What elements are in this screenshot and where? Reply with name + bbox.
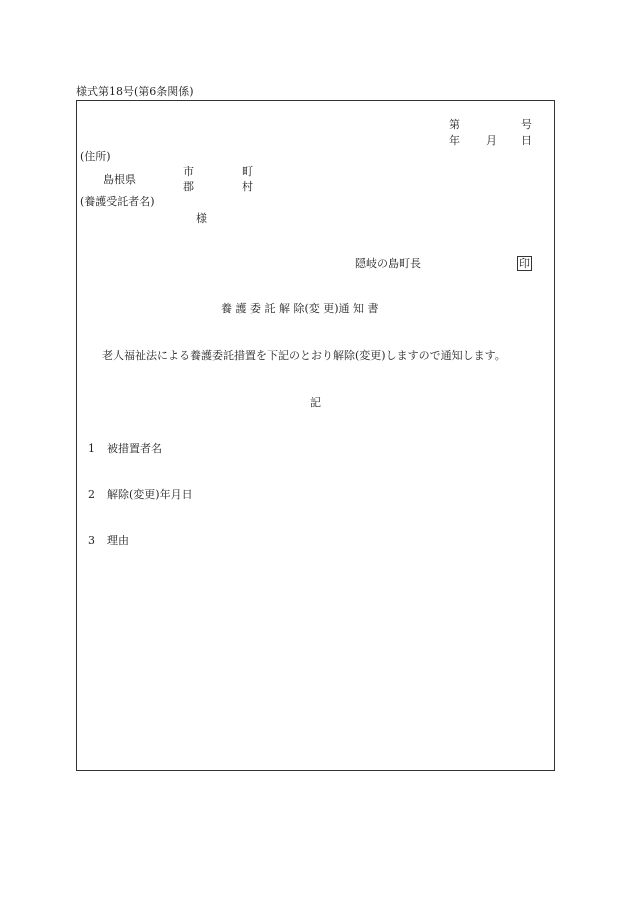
address-mura: 村 bbox=[242, 180, 253, 193]
item-2-label: 解除(変更)年月日 bbox=[107, 488, 193, 501]
ki-heading: 記 bbox=[310, 396, 321, 409]
item-3-number: 3 bbox=[88, 534, 95, 547]
recipient-honorific: 様 bbox=[196, 212, 207, 225]
address-label: (住所) bbox=[80, 150, 111, 163]
date-year: 年 bbox=[449, 134, 460, 147]
form-number: 様式第18号(第6条関係) bbox=[76, 85, 194, 98]
date-month: 月 bbox=[486, 134, 497, 147]
item-1-label: 被措置者名 bbox=[107, 442, 162, 455]
address-shi: 市 bbox=[183, 165, 194, 178]
date-day: 日 bbox=[521, 134, 532, 147]
address-machi: 町 bbox=[242, 165, 253, 178]
seal-mark bbox=[517, 256, 532, 271]
sender-name: 隠岐の島町長 bbox=[355, 257, 421, 270]
number-suffix: 号 bbox=[521, 118, 532, 131]
recipient-label: (養護受託者名) bbox=[80, 195, 155, 208]
seal-text: 印 bbox=[519, 257, 530, 270]
item-2-number: 2 bbox=[88, 488, 95, 501]
number-prefix: 第 bbox=[449, 118, 460, 131]
body-text: 老人福祉法による養護委託措置を下記のとおり解除(変更)しますので通知します。 bbox=[102, 349, 506, 362]
address-gun: 郡 bbox=[183, 180, 194, 193]
document-title: 養 護 委 託 解 除(変 更)通 知 書 bbox=[221, 302, 379, 315]
item-3-label: 理由 bbox=[107, 534, 129, 547]
address-prefecture: 島根県 bbox=[103, 173, 136, 186]
item-1-number: 1 bbox=[88, 442, 95, 455]
